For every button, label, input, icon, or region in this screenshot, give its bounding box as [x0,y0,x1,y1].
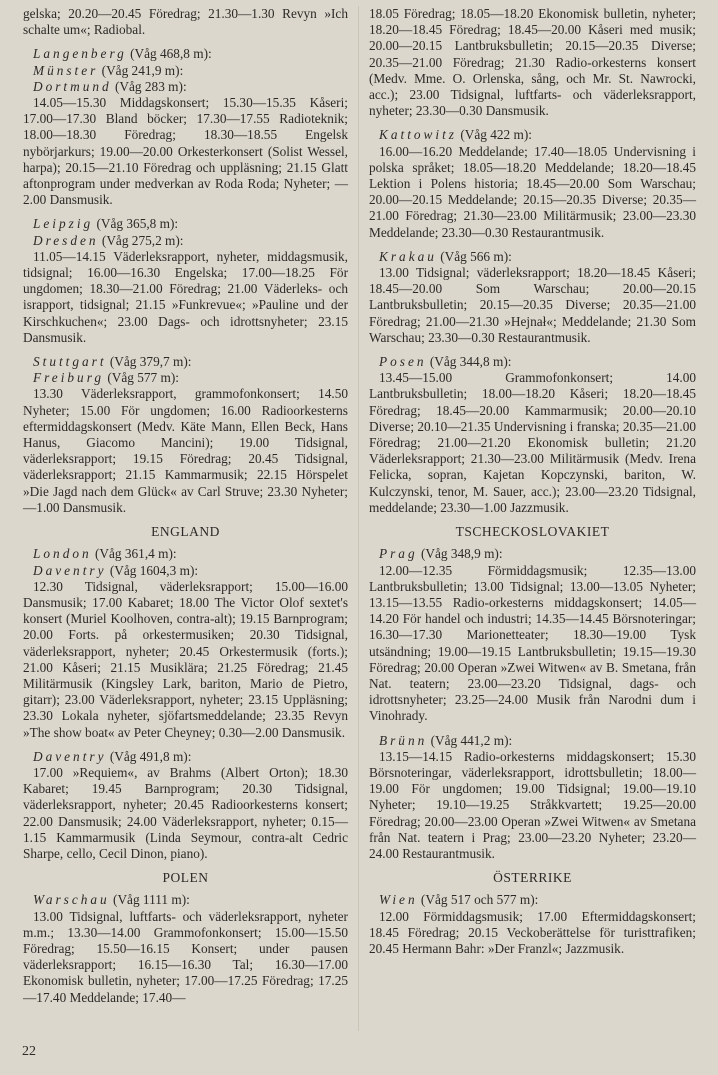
station-line [23,892,348,908]
country-heading: POLEN [162,870,209,886]
station-frequency: (Våg 566 m): [440,248,512,264]
column-divider [358,6,359,1031]
station-line [23,370,348,386]
station-line [23,749,348,765]
left-column [23,6,348,1014]
station-line [23,63,348,79]
station-name: Stuttgart [33,354,107,370]
program-text: 14.05—15.30 Middagskonsert; 15.30—15.35 Kåseri; 17.00—17.30 Bland böcker; 17.30—17.55 Radioteknik; 18.00—18.30 Föredrag; 18.30—18.55 Engelsk nybörjarkurs; 19.00—20.00 Orkesterkonsert (Solist Wessel, harpa); 20.15—21.10 Föredrag och uppläsning; 21.15 Glatt aftonprogram under medverkan av Roda Roda; Nyheter; —2.00 Dansmusik. [23,95,348,208]
station-frequency: (Våg 517 och 577 m): [420,892,539,908]
station-frequency: (Våg 491,8 m): [109,748,192,764]
station-name: Wien [379,892,418,908]
station-name: Dresden [33,232,99,248]
program-entry [369,249,696,346]
program-text: 12.30 Tidsignal, väderleksrapport; 15.00—16.00 Dansmusik; 17.00 Kabaret; 18.00 The Victor Olof sextet's konsert (Muriel Koolhoven, contra-alt); 19.15 Barnprogram; 20.00 Forts. på orkestermusiken; 20.30 Tidsignal, väderleksrapport, nyheter; 20.45 Orkestermusik (forts.); 21.00 Kåseri; 21.15 Musiklära; 21.25 Föredrag; 21.45 Militärmusik (Kingsley Lark, bariton, Mario de Pietro, gitarr); 23.00 Väderleksrapport, nyheter; 23.15 Uppläsning; 23.30 Lokala nyheter, sjöfartsmeddelande; 23.35 Revyn »The show boat« av Peter Cheyney; 0.30—2.00 Dansmusik. [23,578,348,740]
station-line [369,249,696,265]
station-name: Freiburg [33,370,105,386]
program-entry [369,354,696,516]
station-name: Warschau [33,892,110,908]
program-entry [369,733,696,863]
program-text: 17.00 »Requiem«, av Brahms (Albert Orton); 18.30 Kabaret; 19.45 Barnprogram; 20.30 Tidsignal, väderleksrapport, nyheter; 20.45 Radioorkesterns konsert; 22.00 Dansmusik; 24.00 Väderleksrapport, nyheter; 0.15—1.15 Kammarmusik (Linda Seymour, contra-alt Cedric Sharpe, cello, Cecil Dinon, piano). [23,764,348,861]
station-line [23,563,348,579]
station-name: Brünn [379,732,428,748]
program-text: 16.00—16.20 Meddelande; 17.40—18.05 Undervisning i polska språket; 18.05—18.20 Meddelande; 18.20—18.45 Lektion i Polens historia; 18.45—20.00 Som Warschau; 20.00—20.15 Meddelande; 20.15—20.35 Diverse; 20.35—21.00 Föredrag; 21.30—23.00 Militärmusik; 23.00—23.30 Meddelande; 23.30—0.30 Restaurantmusik. [369,143,696,240]
station-frequency: (Våg 365,8 m): [96,216,179,232]
program-entry [369,127,696,240]
station-name: Münster [33,62,99,78]
station-frequency: (Våg 241,9 m): [101,62,184,78]
country-heading: TSCHECKOSLOVAKIET [455,524,610,540]
program-text: 13.00 Tidsignal; väderleksrapport; 18.20—18.45 Kåseri; 18.45—20.00 Som Warschau; 20.00—20.15 Lantbruksbulletin; 20.15—20.35 Diverse; 20.35—21.00 Föredrag; 21.00—21.30 »Hejnał«; Meddelande; 21.30 Som Warschau; 23.30—0.30 Restaurantmusik. [369,265,696,345]
station-frequency: (Våg 441,2 m): [430,732,513,748]
station-name: Langenberg [33,46,127,62]
station-frequency: (Våg 348,9 m): [420,546,503,562]
station-name: Leipzig [33,216,94,232]
station-frequency: (Våg 275,2 m): [101,232,184,248]
station-frequency: (Våg 468,8 m): [130,46,212,62]
program-text: gelska; 20.20—20.45 Föredrag; 21.30—1.30 Revyn »Ich schalte um«; Radiobal. [23,6,348,38]
program-entry [23,6,348,38]
station-line [23,216,348,232]
station-frequency: (Våg 422 m): [460,127,532,143]
program-entry [23,216,348,346]
station-line [23,354,348,370]
program-entry [23,354,348,516]
program-text: 12.00 Förmiddagsmusik; 17.00 Eftermiddagskonsert; 18.45 Föredrag; 20.15 Veckoberättelse för turisttrafiken; 20.45 Hermann Bahr: »Der Franzl«; Jazzmusik. [369,908,696,956]
program-text: 13.15—14.15 Radio-orkesterns middagskonsert; 15.30 Börsnoteringar, väderleksrapport, idrottsbulletin; 18.00—19.00 För ungdomen; 19.00 Tidsignal; 19.00—19.10 Nyheter; 19.10—19.25 Stråkkvartett; 19.25—20.00 Föredrag; 20.00—23.00 Operan »Zwei Witwen« av Smetana från Nat. teatern i Prag; 23.00—23.20 Nyheter; 23.20—24.00 Restaurantmusik. [369,748,696,861]
station-line [23,546,348,562]
program-text: 11.05—14.15 Väderleksrapport, nyheter, middagsmusik, tidsignal; 16.00—16.30 Engelska; 17.00—18.25 För ungdomen; 18.30—21.00 Föredrag; 21.00 Väderleks- och israpport, tidsignal; 21.15 »Funkrevue«; »Pauline und der Kirschkuchen«; 23.00 Dags- och idrottsnyheter; 23.15 Dansmusik. [23,248,348,345]
station-frequency: (Våg 1111 m): [113,892,190,908]
station-frequency: (Våg 379,7 m): [109,354,192,370]
station-line [23,233,348,249]
page-number: 22 [22,1044,36,1059]
station-name: Dortmund [33,78,112,94]
station-line [369,127,696,143]
program-entry [369,892,696,957]
station-line [369,354,696,370]
station-name: Prag [379,546,418,562]
right-column [369,6,696,965]
country-heading: ÖSTERRIKE [493,870,572,886]
station-name: Posen [379,354,427,370]
program-entry [23,46,348,208]
country-heading: ENGLAND [151,524,220,540]
station-name: Kattowitz [379,127,457,143]
station-frequency: (Våg 361,4 m): [94,546,177,562]
station-line [369,892,696,908]
station-line [23,79,348,95]
program-text: 13.30 Väderleksrapport, grammofonkonsert; 14.50 Nyheter; 15.00 För ungdomen; 16.00 Radioorkesterns eftermiddagskonsert (Medv. Käte Mann, Ellen Beck, Hans Hanus, Giacomo Mancini); 19.00 Tidsignal, väderleksrapport; 19.15 Föredrag; 20.45 Tidsignal, väderleksrapport; 21.15 Kammarmusik; 22.15 Hörspelet »Die Jagd nach dem Glück« av Carl Struve; 23.30 Nyheter; —1.00 Dansmusik. [23,386,348,515]
program-text: 13.45—15.00 Grammofonkonsert; 14.00 Lantbruksbulletin; 18.00—18.20 Kåseri; 18.20—18.45 Föredrag; 18.45—20.00 Kammarmusik; 20.00—20.10 Diverse; 20.10—21.35 Undervisning i franska; 20.35—21.00 Föredrag; 21.00—21.20 Ekonomisk bulletin; 21.20 Väderleksrapport; 21.30—23.00 Militärmusik (Medv. Irena Felicka, sopran, Kajetan Kopczynski, bariton, W. Kulczynski, tenor, M. Sauer, acc.); 23.00—23.20 Tidsignal, meddelande; 23.30—1.00 Jazzmusik. [369,370,696,515]
station-line [369,733,696,749]
station-frequency: (Våg 1604,3 m): [109,562,199,578]
station-frequency: (Våg 283 m): [115,78,187,94]
station-name: London [33,546,92,562]
program-entry [23,546,348,740]
program-entry [23,749,348,862]
program-text: 12.00—12.35 Förmiddagsmusik; 12.35—13.00 Lantbruksbulletin; 13.00 Tidsignal; 13.00—13.05 Nyheter; 13.15—13.55 Radio-orkesterns middagskonsert; 14.05—14.20 För handel och industri; 14.35—14.45 Börsnoteringar; 16.30—17.30 Marionetteater; 18.30—19.00 Tysk utsändning; 19.00—19.15 Lantbruksbulletin; 19.15—19.30 Föredrag; 20.00 Operan »Zwei Witwen« av B. Smetana, från Nat. teatern; 23.00—23.20 Tidsignal, dags- och idrottsnyheter; 23.25—24.00 Musik från Narodni dum i Vinohrady. [369,562,696,724]
program-entry [23,892,348,1005]
program-text: 13.00 Tidsignal, luftfarts- och väderleksrapport, nyheter m.m.; 13.30—14.00 Grammofonkonsert; 15.00—15.50 Föredrag; 15.50—16.15 Konsert; under pausen väderleksrapport; 16.15—16.30 Tal; 16.30—17.00 Ekonomisk bulletin, nyheter; 17.00—17.25 Föredrag; 17.25—17.40 Meddelande; 17.40— [23,908,348,1005]
program-entry [369,546,696,724]
station-frequency: (Våg 344,8 m): [429,354,512,370]
station-name: Daventry [33,748,107,764]
program-text: 18.05 Föredrag; 18.05—18.20 Ekonomisk bulletin, nyheter; 18.20—18.45 Föredrag; 18.45—20.00 Kåseri med musik; 20.00—20.15 Lantbruksbulletin; 20.15—20.35 Diverse; 20.35—21.00 Föredrag; 21.30 Radio-orkesterns konsert (Medv. Mme. O. Orlenska, sång, och Mr. St. Nawrocki, acc.); 23.00 Tidsignal, luftfarts- och väderleksrapport, nyheter; 23.30—0.30 Dansmusik. [369,6,696,119]
station-frequency: (Våg 577 m): [107,370,179,386]
program-entry [369,6,696,119]
station-name: Krakau [379,248,437,264]
station-line [23,46,348,62]
station-name: Daventry [33,562,107,578]
station-line [369,546,696,562]
